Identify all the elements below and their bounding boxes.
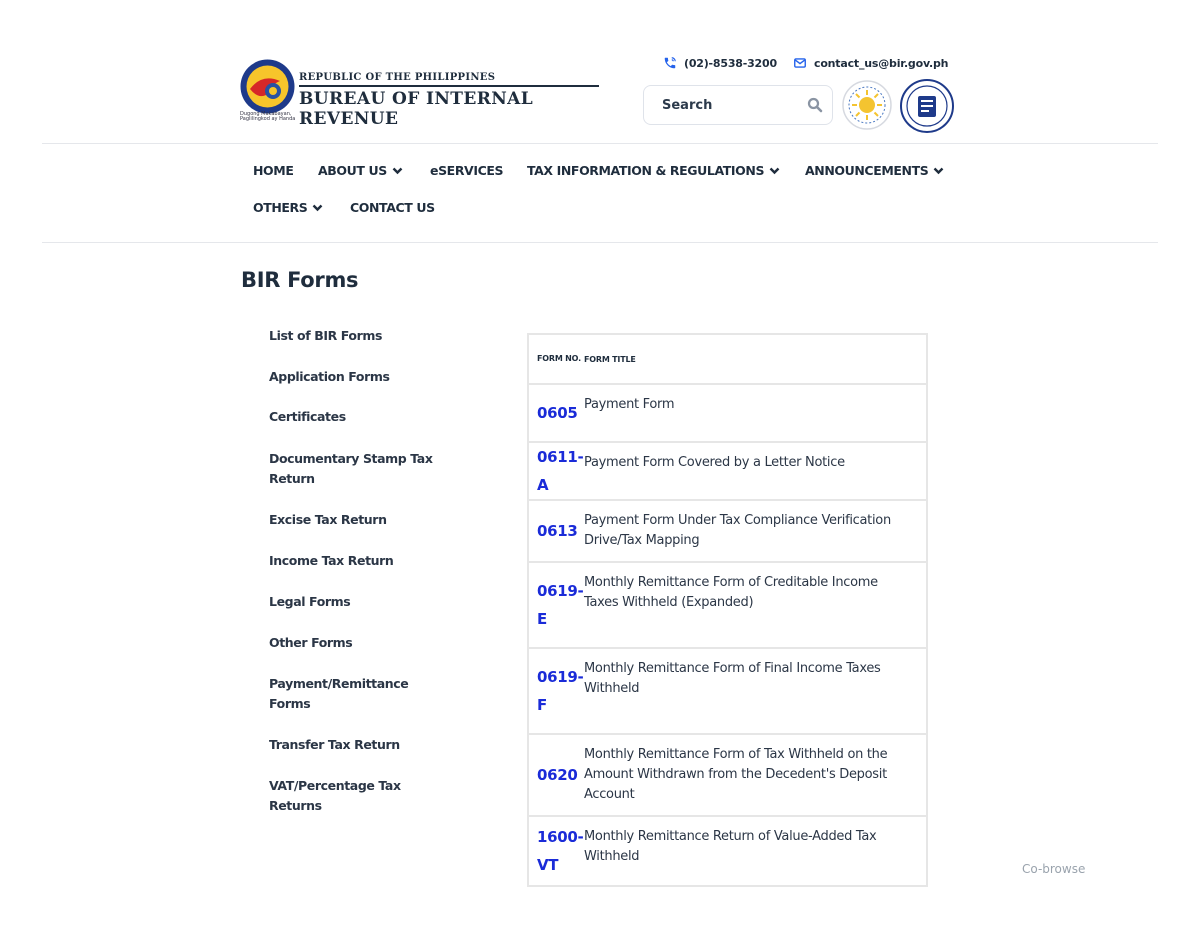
form-no-cell <box>528 500 584 562</box>
phone-icon <box>663 56 677 70</box>
nav-label: eSERVICES <box>430 163 504 178</box>
page-title: BIR Forms <box>241 268 359 292</box>
category-link[interactable]: Income Tax Return <box>269 553 394 568</box>
category-link[interactable]: Transfer Tax Return <box>269 737 400 752</box>
table-row <box>528 384 927 442</box>
table-row <box>528 734 927 816</box>
bir-logo[interactable] <box>240 59 295 114</box>
table-row <box>528 816 927 886</box>
email-address: contact_us@bir.gov.ph <box>814 56 949 70</box>
form-title-cell: Payment Form Under Tax Compliance Verification Drive/Tax Mapping <box>584 500 927 562</box>
foi-seal[interactable] <box>900 79 954 133</box>
nav-tax-information[interactable] <box>527 163 780 178</box>
forms-table <box>527 333 928 887</box>
nav-home[interactable] <box>253 163 293 178</box>
form-no-cell <box>528 384 584 442</box>
category-link[interactable]: Application Forms <box>269 369 390 384</box>
nav-eservices[interactable] <box>430 163 503 178</box>
form-no-cell <box>528 562 584 648</box>
chevron-down-icon <box>392 167 403 175</box>
category-link[interactable]: Documentary Stamp Tax Return <box>269 451 433 486</box>
form-link[interactable]: 0619-E <box>537 582 584 628</box>
nav-divider <box>42 242 1158 243</box>
nav-label: ANNOUNCEMENTS <box>805 163 929 178</box>
chevron-down-icon <box>312 204 323 212</box>
transparency-seal[interactable] <box>842 80 892 130</box>
search-icon[interactable] <box>806 96 824 114</box>
cobrowse-link[interactable]: Co-browse <box>1022 862 1086 876</box>
nav-others[interactable] <box>253 200 323 215</box>
form-no-cell <box>528 816 584 886</box>
form-title-cell: Payment Form Covered by a Letter Notice <box>584 442 927 500</box>
form-link[interactable]: 0605 <box>537 404 578 422</box>
form-title-cell: Payment Form <box>584 384 927 442</box>
category-link[interactable]: VAT/Percentage Tax Returns <box>269 778 401 813</box>
nav-label: TAX INFORMATION & REGULATIONS <box>527 163 765 178</box>
form-title-cell: Monthly Remittance Form of Final Income Taxes Withheld <box>584 648 927 734</box>
form-link[interactable]: 0613 <box>537 522 578 540</box>
chevron-down-icon <box>769 167 780 175</box>
form-title-cell: Monthly Remittance Return of Value-Added Tax Withheld <box>584 816 927 886</box>
table-row <box>528 562 927 648</box>
column-header-form-title: FORM TITLE <box>584 334 927 384</box>
nav-contact-us[interactable] <box>350 200 435 215</box>
form-no-cell <box>528 442 584 500</box>
form-link[interactable]: 1600-VT <box>537 828 584 874</box>
category-link[interactable]: Excise Tax Return <box>269 512 387 527</box>
republic-label: REPUBLIC OF THE PHILIPPINES <box>299 72 599 87</box>
agency-name: BUREAU OF INTERNAL REVENUE <box>299 89 534 129</box>
column-header-form-no: FORM NO. <box>528 334 584 384</box>
nav-label: ABOUT US <box>318 163 387 178</box>
form-title-cell: Monthly Remittance Form of Tax Withheld on the Amount Withdrawn from the Decedent's Deposit Account <box>584 734 927 816</box>
form-link[interactable]: 0611-A <box>537 448 584 494</box>
table-row <box>528 648 927 734</box>
category-link[interactable]: Other Forms <box>269 635 353 650</box>
table-header-row <box>528 334 927 384</box>
category-link[interactable]: List of BIR Forms <box>269 328 382 343</box>
form-title-cell: Monthly Remittance Form of Creditable Income Taxes Withheld (Expanded) <box>584 562 927 648</box>
contact-email[interactable] <box>793 56 948 70</box>
form-no-cell <box>528 648 584 734</box>
nav-label: HOME <box>253 163 294 178</box>
contact-phone[interactable] <box>663 56 777 70</box>
category-link[interactable]: Legal Forms <box>269 594 351 609</box>
table-row <box>528 500 927 562</box>
logo-tagline: Dugong Makabayan, Paglilingkod ay Handa <box>240 111 296 122</box>
search-box <box>643 85 833 125</box>
form-link[interactable]: 0619-F <box>537 668 584 714</box>
form-link[interactable]: 0620 <box>537 766 578 784</box>
category-link[interactable]: Certificates <box>269 409 346 424</box>
category-link[interactable]: Payment/Remittance Forms <box>269 676 409 711</box>
phone-number: (02)-8538-3200 <box>684 56 777 70</box>
search-input[interactable] <box>660 97 804 114</box>
nav-label: CONTACT US <box>350 200 435 215</box>
form-no-cell <box>528 734 584 816</box>
nav-about-us[interactable] <box>318 163 403 178</box>
chevron-down-icon <box>933 167 944 175</box>
nav-announcements[interactable] <box>805 163 944 178</box>
agency-name-block[interactable] <box>299 72 599 129</box>
table-row <box>528 442 927 500</box>
header-divider <box>42 143 1158 144</box>
mail-icon <box>793 56 807 70</box>
nav-label: OTHERS <box>253 200 308 215</box>
